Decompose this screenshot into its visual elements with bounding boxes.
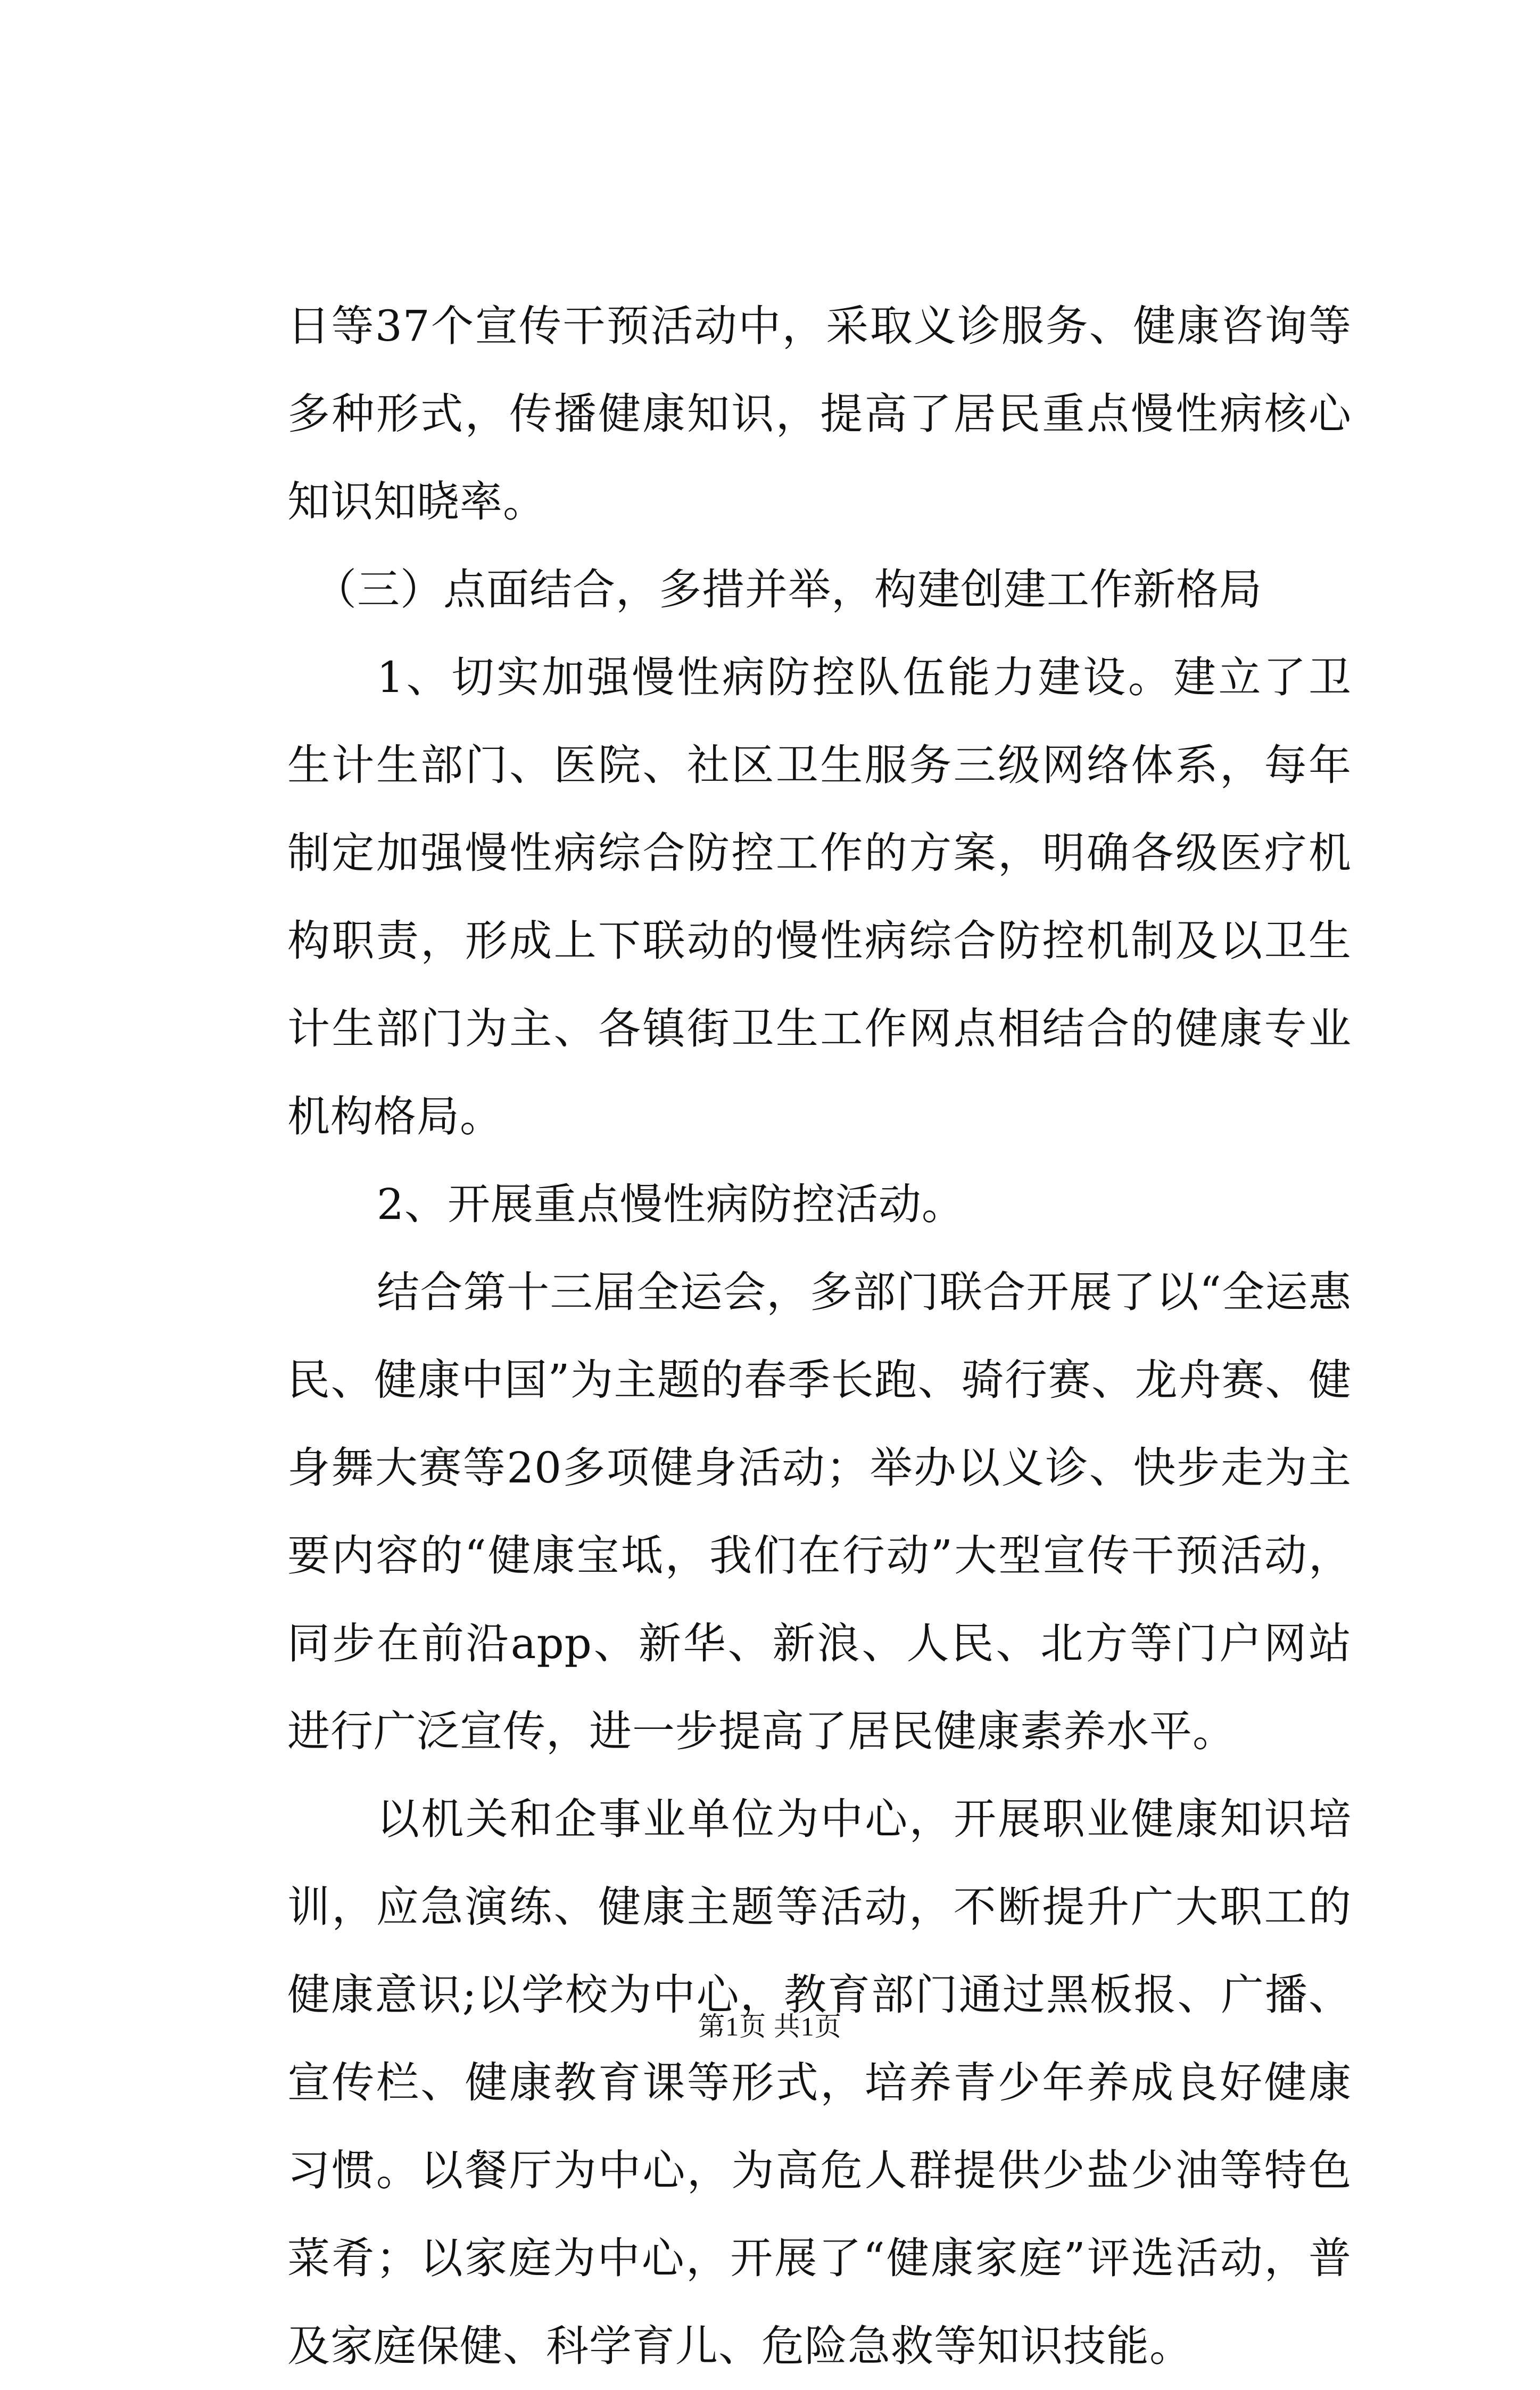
paragraph-item-2: 2、开展重点慢性病防控活动。 [377,1180,965,1229]
document-body [287,282,1352,2390]
paragraph-activities: 结合第十三届全运会，多部门联合开展了以“全运惠民、健康中国”为主题的春季长跑、骑行赛、龙舟赛、健身舞大赛等20多项健身活动；举办以义诊、快步走为主要内容的“健康宝坻，我们在行动”大型宣传干预活动，同步在前沿app、新华、新浪、人民、北方等门户网站进行广泛宣传，进一步提高了居民健康素养水平。 [287,1267,1352,1756]
paragraph-centers: 以机关和企事业单位为中心，开展职业健康知识培训，应急演练、健康主题等活动，不断提升广大职工的健康意识;以学校为中心，教育部门通过黑板报、广播、宣传栏、健康教育课等形式，培养青少年养成良好健康习惯。以餐厅为中心，为高危人群提供少盐少油等特色菜肴；以家庭为中心，开展了“健康家庭”评选活动，普及家庭保健、科学育儿、危险急救等知识技能。 [287,1794,1352,2371]
section-heading: （三）点面结合，多措并举，构建创建工作新格局 [314,565,1262,614]
page-footer: 第1页 共1页 [698,2012,842,2041]
paragraph-continuation: 日等37个宣传干预活动中，采取义诊服务、健康咨询等多种形式，传播健康知识，提高了居民重点慢性病核心知识知晓率。 [287,301,1352,526]
paragraph-item-1: 1、切实加强慢性病防控队伍能力建设。建立了卫生计生部门、医院、社区卫生服务三级网络体系，每年制定加强慢性病综合防控工作的方案，明确各级医疗机构职责，形成上下联动的慢性病综合防控机制及以卫生计生部门为主、各镇街卫生工作网点相结合的健康专业机构格局。 [287,653,1352,1141]
